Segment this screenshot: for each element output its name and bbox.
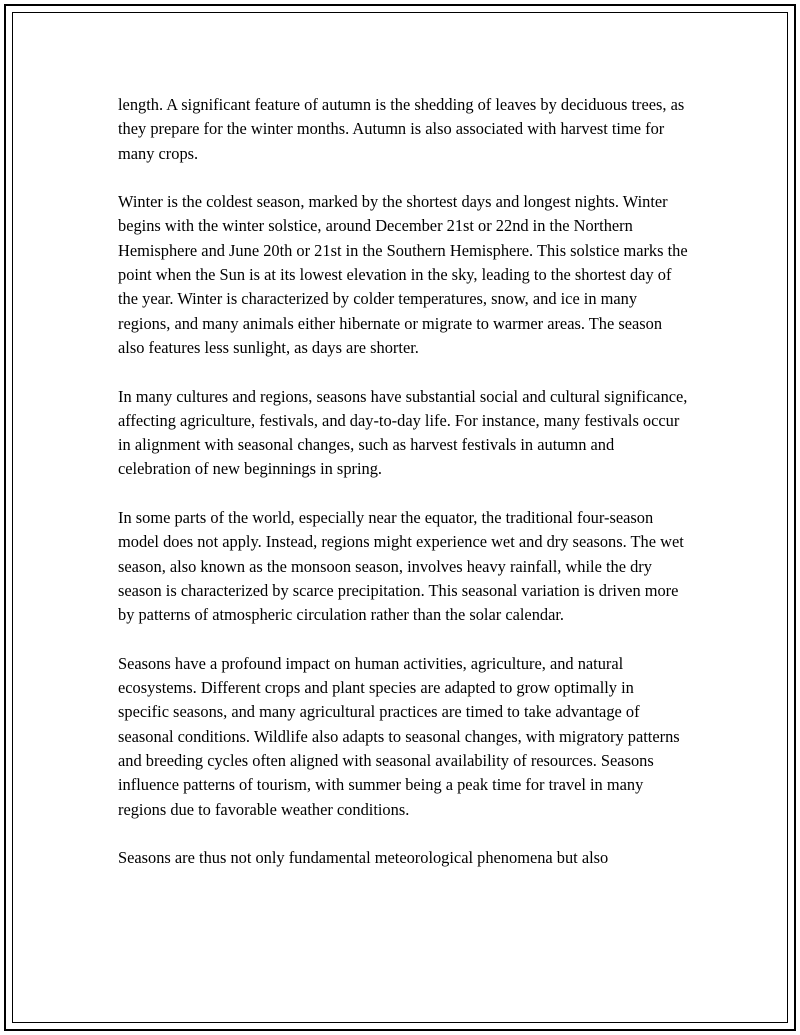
paragraph-wet-dry-seasons: In some parts of the world, especially near the equator, the traditional four-season model does not apply. Instead, regions might experience wet and dry seasons. The wet season, also known as the monsoon season, involves heavy rainfall, while the dry season is characterized by scarce precipitation. This seasonal variation is driven more by patterns of atmospheric circulation rather than the solar calendar.: [118, 508, 684, 625]
paragraph-autumn-continued: length. A significant feature of autumn is the shedding of leaves by deciduous trees, as they prepare for the winter months. Autumn is also associated with harvest time for many crops.: [118, 95, 685, 163]
paragraph-impact: Seasons have a profound impact on human activities, agriculture, and natural ecosystems. Different crops and plant species are adapted to grow optimally in specific seasons, and many agricultural practices are timed to take advantage of seasonal conditions. Wildlife also adapts to seasonal changes, with migratory patterns and breeding cycles often aligned with seasonal availability of resources. Seasons influence patterns of tourism, with summer being a peak time for travel in many regions due to favorable weather conditions.: [118, 653, 680, 819]
paragraph-cultural-significance: In many cultures and regions, seasons have substantial social and cultural significance, affecting agriculture, festivals, and day-to-day life. For instance, many festivals occur in alignment with seasonal changes, such as harvest festivals in autumn and celebration of new beginnings in spring.: [118, 386, 688, 479]
paragraph-conclusion: Seasons are thus not only fundamental meteorological phenomena but also: [118, 848, 609, 868]
paragraph-winter: Winter is the coldest season, marked by the shortest days and longest nights. Winter begins with the winter solstice, around December 21st or 22nd in the Northern Hemisphere and June 20th or 21st in the Southern Hemisphere. This solstice marks the point when the Sun is at its lowest elevation in the sky, leading to the shortest day of the year. Winter is characterized by colder temperatures, snow, and ice in many regions, and many animals either hibernate or migrate to warmer areas. The season also features less sunlight, as days are shorter.: [118, 192, 688, 357]
document-body: [118, 93, 688, 871]
